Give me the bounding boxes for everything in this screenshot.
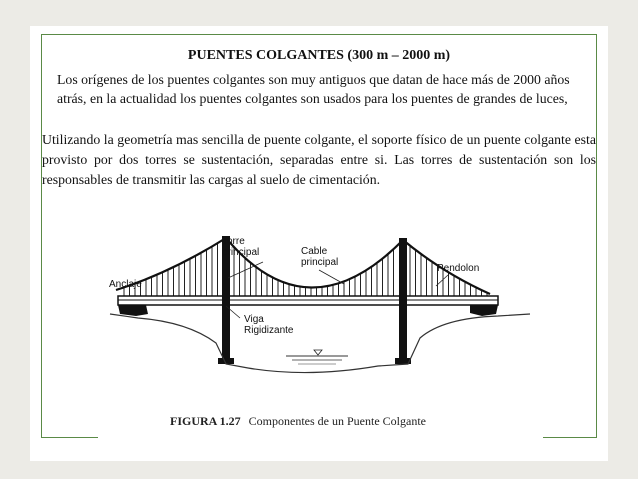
label-pendolon: Pendolon (437, 263, 480, 274)
figure-caption-text: Componentes de un Puente Colgante (248, 414, 426, 428)
label-anclaje: Anclaje (109, 279, 142, 290)
bridge-figure (98, 218, 543, 440)
label-viga-rigidizante: Viga Rigidizante (244, 314, 294, 336)
label-torre-principal: Torre principal (222, 236, 260, 258)
figure-caption-number: FIGURA 1.27 (170, 414, 241, 428)
paragraph-origins: Los orígenes de los puentes colgantes son muy antiguos que datan de hace más de 2000 años atrás, en la actualidad los puentes colgantes son usados para los puentes de grandes de luces, (57, 72, 570, 106)
slide-background-left (0, 0, 30, 479)
label-cable-principal: Cable principal (301, 246, 339, 268)
right-anchorage (470, 305, 498, 316)
figure-caption (170, 414, 530, 429)
right-tower (399, 238, 407, 364)
slide-background-bottom (0, 461, 638, 479)
paragraph-geometry: Utilizando la geometría mas sencilla de puente colgante, el soporte físico de un puente colgante esta provisto por dos torres se sustentación, separadas entre si. Las torres de sustentación son los responsables de transmitir las cargas al suelo de cimentación. (42, 132, 596, 187)
left-anchorage (118, 305, 148, 316)
slide-background-right (608, 0, 638, 479)
slide-title: PUENTES COLGANTES (300 m – 2000 m) (187, 48, 451, 63)
slide-background-top (0, 0, 638, 26)
